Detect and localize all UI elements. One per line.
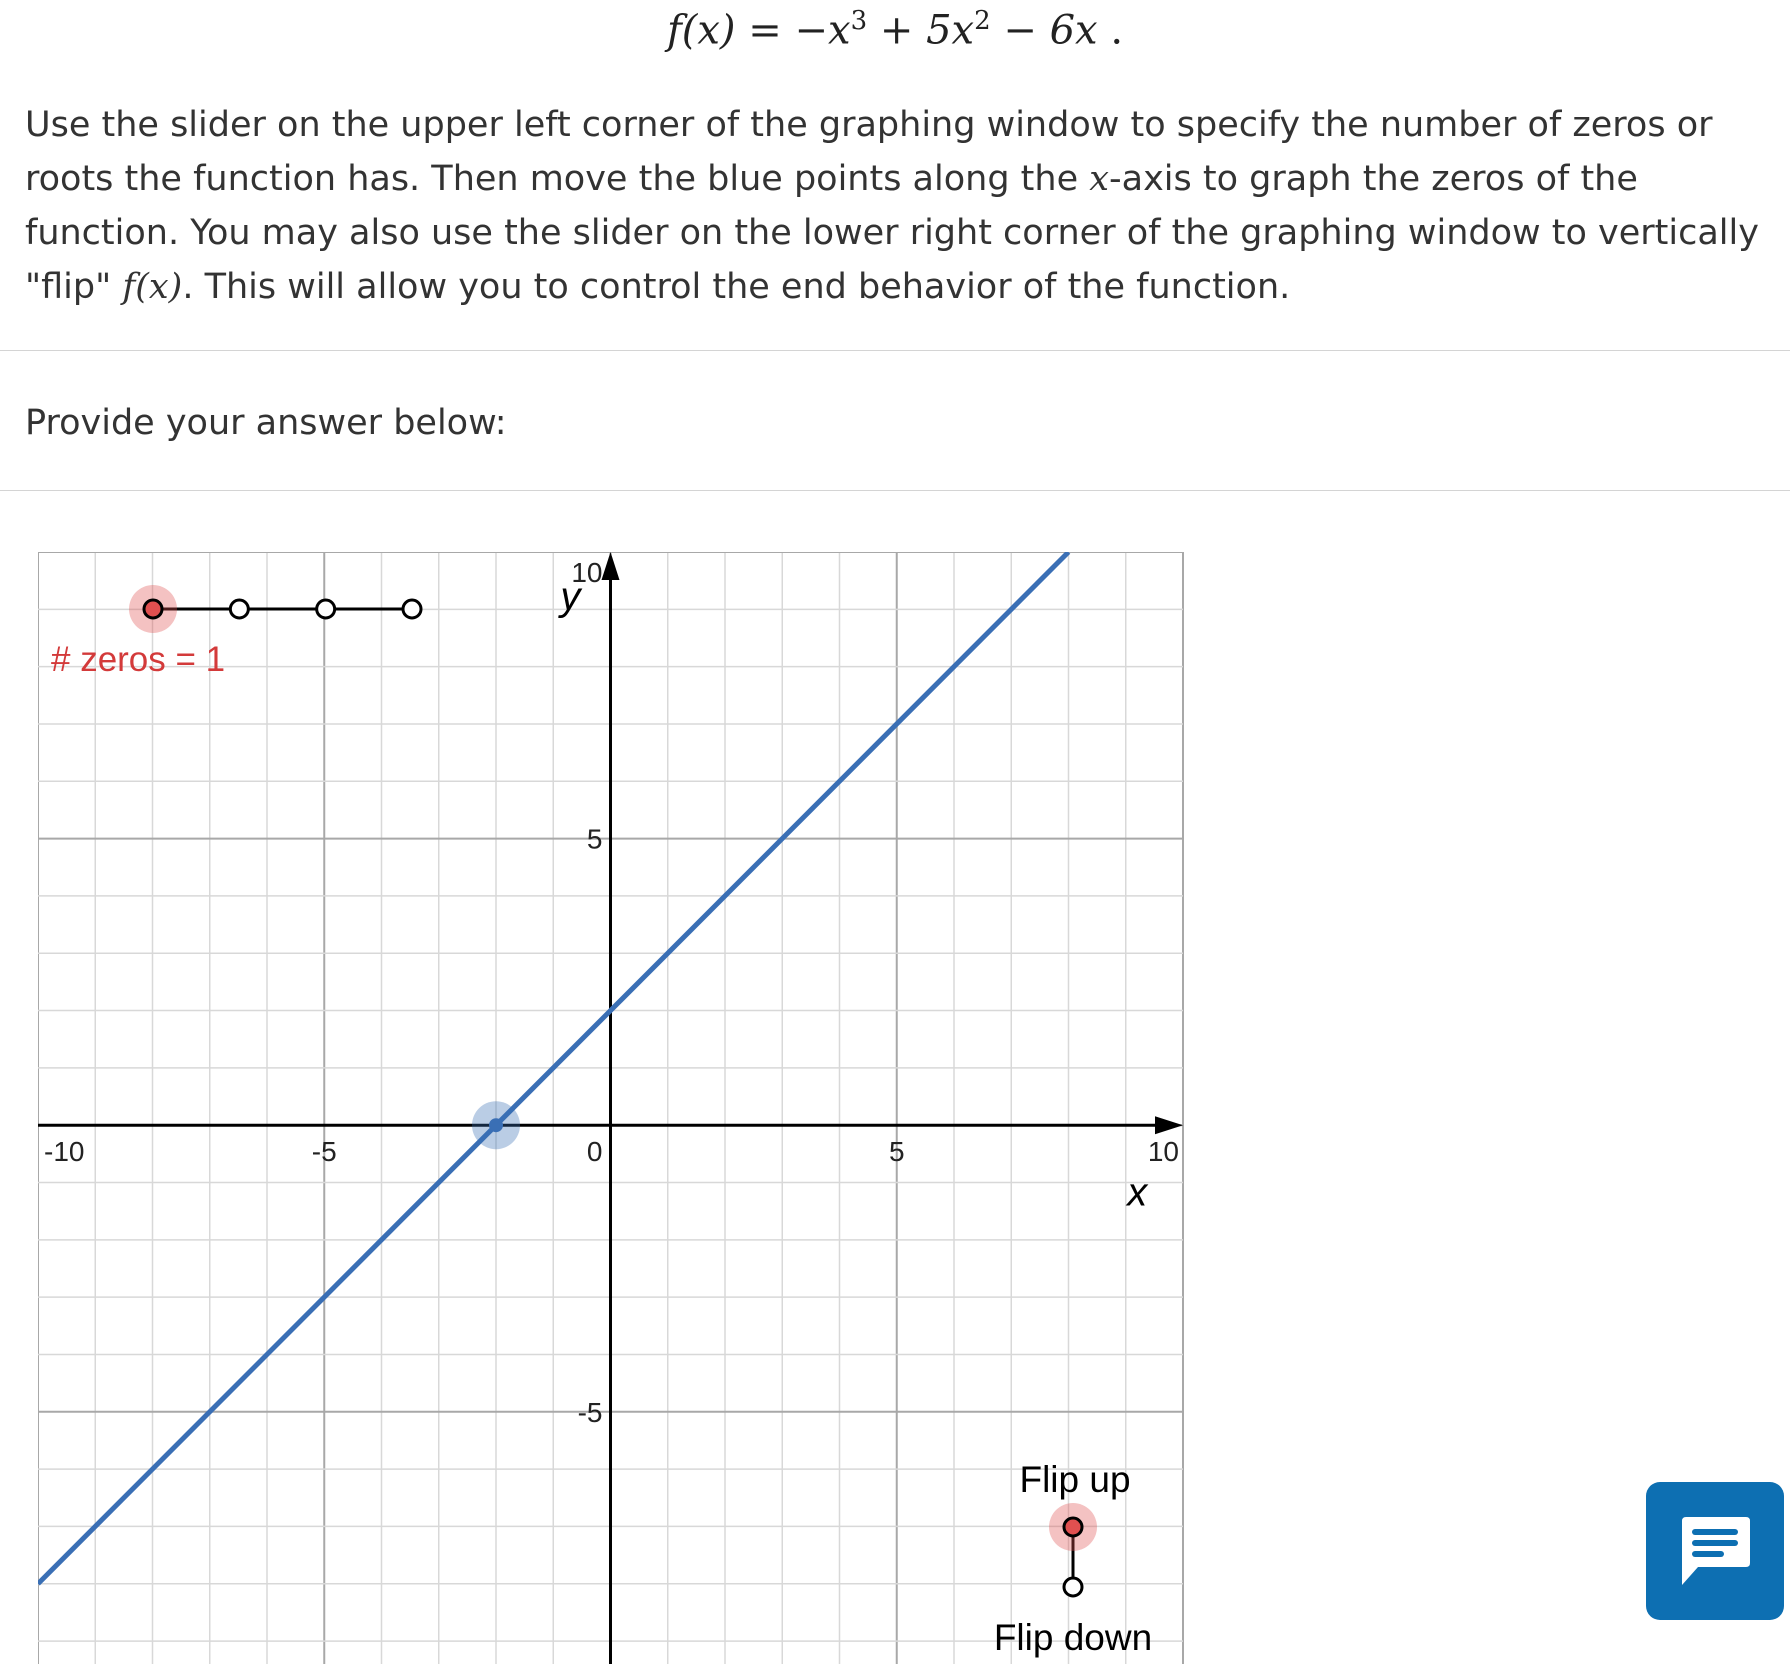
zeros-slider-stop[interactable] xyxy=(230,600,248,618)
flip-up-handle[interactable] xyxy=(1064,1518,1082,1536)
y-tick-label: -5 xyxy=(577,1396,603,1428)
formula-term1: −x xyxy=(794,7,851,54)
instructions-fx: f(x) xyxy=(122,267,183,307)
formula-lhs: f(x) xyxy=(666,7,736,54)
zeros-slider[interactable] xyxy=(51,585,421,679)
zero-points[interactable] xyxy=(472,1101,520,1149)
zeros-slider-stop[interactable] xyxy=(144,600,162,618)
x-tick-label: 10 xyxy=(1147,1136,1179,1168)
formula-exp2: 2 xyxy=(974,6,991,36)
divider-bottom xyxy=(0,490,1790,491)
answer-prompt: Provide your answer below: xyxy=(25,403,507,443)
zeros-slider-stop[interactable] xyxy=(317,600,335,618)
flip-up-label: Flip up xyxy=(1019,1459,1131,1500)
instructions xyxy=(25,98,1785,314)
divider-top xyxy=(0,350,1790,351)
zeros-slider-stop[interactable] xyxy=(403,600,421,618)
instructions-part2: -axis to graph the zeros of the function. You may also use the slider on the lower right corner of the graphing window to vertically "flip" xyxy=(25,159,1759,307)
x-tick-label: 0 xyxy=(586,1136,603,1168)
flip-down-handle[interactable] xyxy=(1064,1578,1082,1596)
formula-term2: 5x xyxy=(926,7,975,54)
graph-area[interactable] xyxy=(38,552,1188,1664)
formula-term3: 6x xyxy=(1049,7,1098,54)
y-axis-label: y xyxy=(560,574,581,619)
chat-button[interactable] xyxy=(1646,1482,1784,1620)
x-tick-label: -10 xyxy=(44,1136,85,1168)
instructions-part3: . This will allow you to control the end behavior of the function. xyxy=(182,267,1291,307)
x-axis-arrow xyxy=(1155,1116,1183,1134)
zeros-slider-label: # zeros = 1 xyxy=(51,640,226,679)
instructions-part1: Use the slider on the upper left corner of the graphing window to specify the number of zeros or roots the function has. Then move the blue points along the xyxy=(25,105,1713,199)
x-tick-label: -5 xyxy=(311,1136,337,1168)
formula-exp1: 3 xyxy=(850,6,868,36)
x-tick-label: 5 xyxy=(888,1136,905,1168)
y-tick-label: 10 xyxy=(571,557,603,588)
formula-op2: − xyxy=(1003,7,1037,54)
zero-point[interactable] xyxy=(489,1118,503,1132)
formula-op1: + xyxy=(879,7,914,54)
instructions-var-x: x xyxy=(1089,159,1109,199)
x-axis-label: x xyxy=(1127,1170,1148,1215)
flip-down-label: Flip down xyxy=(993,1617,1153,1658)
chat-icon xyxy=(1676,1513,1754,1589)
flip-slider[interactable] xyxy=(994,1459,1152,1658)
y-axis-arrow xyxy=(602,552,620,580)
function-formula xyxy=(0,6,1790,53)
formula-equals: = xyxy=(748,7,782,54)
y-tick-label: 5 xyxy=(586,823,603,855)
formula-end: . xyxy=(1110,7,1124,54)
